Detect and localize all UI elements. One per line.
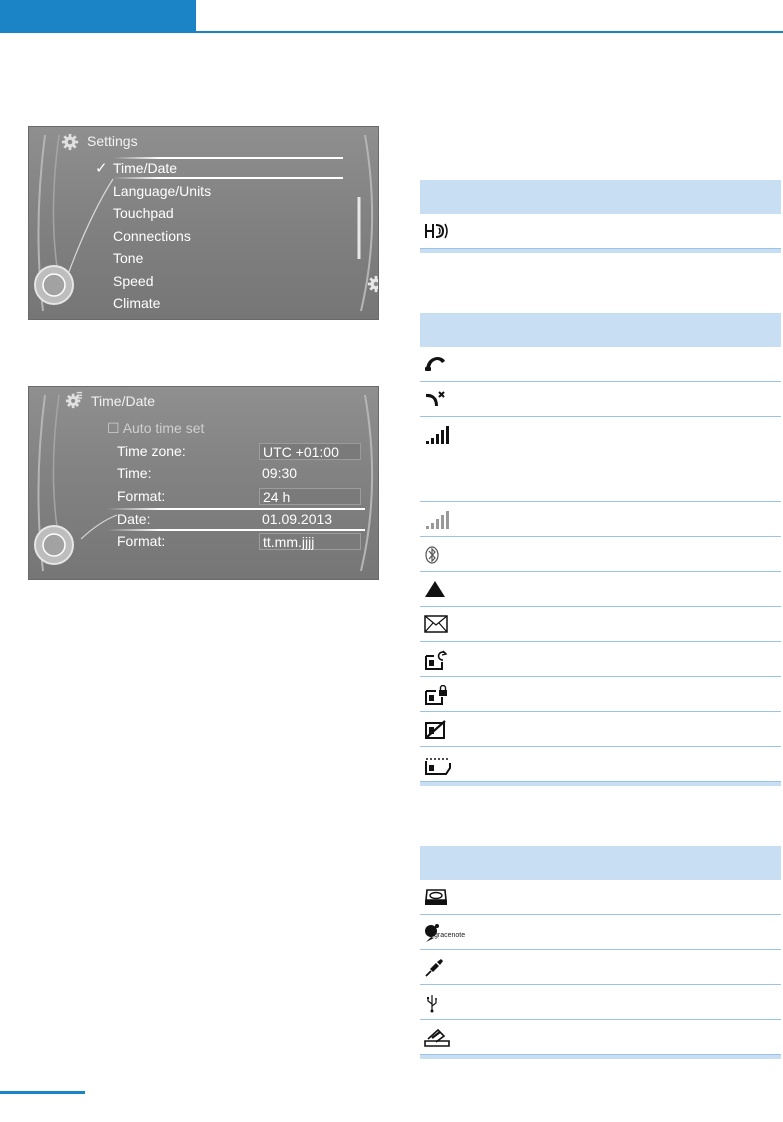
- envelope-icon: [424, 615, 448, 633]
- table-row: [420, 642, 781, 677]
- settings-gear-icon: [61, 133, 79, 151]
- date-label: Date:: [117, 511, 151, 527]
- screen-decoration: [29, 127, 378, 319]
- sim-dashed-icon: [424, 755, 452, 775]
- selection-line-bottom: [107, 529, 365, 531]
- roaming-triangle-icon: [424, 580, 446, 598]
- menu-item-connections[interactable]: Connections: [113, 228, 191, 244]
- date-format-value[interactable]: tt.mm.jjjj: [259, 533, 361, 550]
- date-format-label: Format:: [117, 533, 166, 549]
- gracenote-label: gracenote: [434, 932, 466, 939]
- table-row: [420, 572, 781, 607]
- table-row: [420, 502, 781, 537]
- selection-line-top: [107, 508, 365, 510]
- time-date-title: Time/Date: [91, 393, 156, 409]
- time-value[interactable]: 09:30: [262, 465, 298, 481]
- menu-item-language-units[interactable]: Language/Units: [113, 183, 212, 199]
- table-row: [420, 712, 781, 747]
- table-header: [420, 180, 781, 214]
- time-format-label: Format:: [117, 488, 166, 504]
- table-footer: [420, 249, 781, 253]
- selection-line-top: [113, 157, 343, 159]
- auto-time-set-label: Auto time set: [122, 420, 205, 436]
- hard-drive-icon: [424, 888, 448, 906]
- table-header: [420, 846, 781, 880]
- card-reader-icon: [424, 1028, 450, 1048]
- hd-radio-icon: [424, 222, 450, 240]
- sim-refresh-icon: [424, 650, 450, 670]
- table-row: [420, 880, 781, 915]
- table-row: [420, 915, 781, 950]
- screen-decoration: [29, 387, 378, 579]
- menu-item-speed[interactable]: Speed: [113, 273, 154, 289]
- menu-item-climate[interactable]: Climate: [113, 295, 161, 311]
- time-format-value[interactable]: 24 h: [259, 488, 361, 505]
- time-date-gear-icon: [65, 391, 83, 409]
- settings-screenshot: [28, 126, 379, 320]
- table-row: [420, 1020, 781, 1055]
- table-row: [420, 417, 781, 502]
- date-value[interactable]: 01.09.2013: [262, 511, 333, 527]
- selected-check-icon: ✓: [95, 160, 108, 177]
- menu-item-touchpad[interactable]: Touchpad: [113, 205, 174, 221]
- table-row: [420, 747, 781, 782]
- table-row: [420, 985, 781, 1020]
- phone-handset-icon: [424, 355, 446, 373]
- table-row: [420, 214, 781, 249]
- table-row: [420, 537, 781, 572]
- settings-title: Settings: [87, 133, 138, 149]
- checkbox-icon[interactable]: ☐: [107, 420, 120, 436]
- footer-rule: [0, 1091, 85, 1094]
- bluetooth-icon: [424, 545, 442, 565]
- aux-plug-icon: [424, 958, 444, 978]
- symbol-table-phone: [420, 313, 781, 786]
- menu-item-tone[interactable]: Tone: [113, 250, 144, 266]
- table-footer: [420, 1055, 781, 1059]
- table-row: [420, 950, 781, 985]
- table-row: [420, 607, 781, 642]
- chapter-tab: [0, 0, 196, 33]
- table-footer: [420, 782, 781, 786]
- time-zone-label: Time zone:: [117, 443, 186, 459]
- table-row: [420, 347, 781, 382]
- time-date-screenshot: [28, 386, 379, 580]
- symbol-table-radio: [420, 180, 781, 253]
- time-zone-value[interactable]: UTC +01:00: [259, 443, 361, 460]
- options-gear-icon[interactable]: [367, 275, 379, 293]
- header-rule: [196, 31, 783, 33]
- sim-missing-icon: [424, 720, 450, 740]
- signal-strength-grey-icon: [424, 510, 450, 530]
- table-header: [420, 313, 781, 347]
- time-label: Time:: [117, 465, 152, 481]
- table-row: [420, 382, 781, 417]
- symbol-table-media: [420, 846, 781, 1059]
- signal-strength-icon: [424, 425, 450, 445]
- sim-lock-icon: [424, 685, 450, 705]
- usb-icon: [424, 993, 440, 1013]
- missed-call-icon: [424, 390, 446, 408]
- selection-line-bottom: [113, 177, 343, 179]
- menu-item-time-date[interactable]: Time/Date: [113, 160, 178, 176]
- table-row: [420, 677, 781, 712]
- auto-time-set-option[interactable]: [107, 420, 204, 437]
